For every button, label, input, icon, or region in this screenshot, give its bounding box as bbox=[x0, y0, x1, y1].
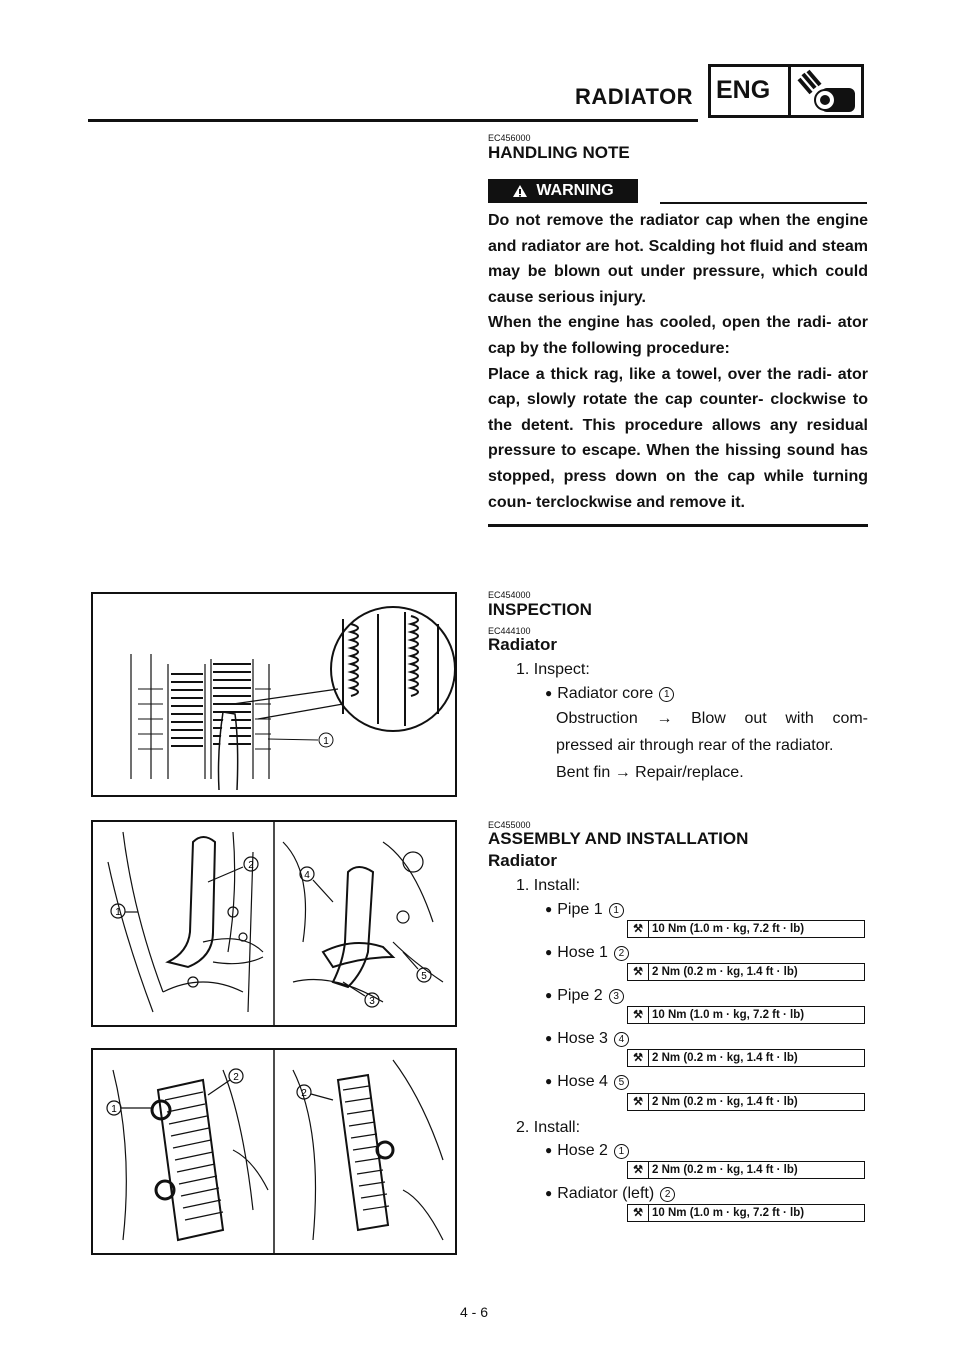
callout-number: 3 bbox=[609, 989, 624, 1004]
install-item: ● Hose 4 5 bbox=[545, 1068, 629, 1095]
handling-title: HANDLING NOTE bbox=[488, 143, 630, 162]
callout-number: 2 bbox=[614, 946, 629, 961]
section-code: EC444100 bbox=[488, 626, 531, 636]
item-label: Pipe 1 bbox=[557, 901, 603, 918]
item-label: Hose 2 bbox=[557, 1142, 608, 1159]
callout-1: 1 bbox=[115, 907, 121, 918]
figure-radiator-install bbox=[91, 1048, 457, 1255]
warning-paragraph: Place a thick rag, like a towel, over the radi- ator cap, slowly rotate the cap counter- clockwise to the detent. This procedure allows any residual pressure to escape. When the hissing sound has stopped, press down on the cap while turning coun- terclockwise and remove it. bbox=[488, 365, 868, 511]
install-item: ● Hose 2 1 bbox=[545, 1137, 629, 1164]
assembly-subtitle: Radiator bbox=[488, 851, 557, 870]
callout-5: 5 bbox=[421, 971, 427, 982]
warning-paragraph: Do not remove the radiator cap when the engine and radiator are hot. Scalding hot fluid and steam may be blown out under pressure, which could cause serious injury. bbox=[488, 212, 868, 306]
detail-line: Obstruction → Blow out with com- bbox=[556, 710, 868, 727]
item-label: Radiator core bbox=[557, 685, 654, 702]
item-label: Pipe 2 bbox=[557, 987, 603, 1004]
inspect-detail bbox=[556, 705, 868, 786]
callout-2: 2 bbox=[233, 1072, 239, 1083]
torque-value: 2 Nm (0.2 m · kg, 1.4 ft · lb) bbox=[652, 1096, 798, 1108]
inspect-item: ● Radiator core 1 bbox=[545, 680, 674, 707]
torque-wrench-icon: ⚒ bbox=[628, 1050, 649, 1066]
badge-label: ENG bbox=[716, 76, 771, 104]
inspection-subtitle: Radiator bbox=[488, 635, 557, 654]
callout-number: 1 bbox=[614, 1144, 629, 1159]
torque-wrench-icon: ⚒ bbox=[628, 1007, 649, 1023]
install-item: ● Pipe 1 1 bbox=[545, 896, 624, 923]
callout-3: 3 bbox=[369, 996, 375, 1007]
detail-line: Bent fin → Repair/replace. bbox=[556, 764, 744, 781]
callout-number: 1 bbox=[609, 903, 624, 918]
torque-value: 10 Nm (1.0 m · kg, 7.2 ft · lb) bbox=[652, 923, 805, 935]
install-item: ● Hose 3 4 bbox=[545, 1025, 629, 1052]
assembly-title: ASSEMBLY AND INSTALLATION bbox=[488, 829, 749, 848]
torque-value: 10 Nm (1.0 m · kg, 7.2 ft · lb) bbox=[652, 1009, 805, 1021]
torque-spec bbox=[627, 1204, 865, 1222]
torque-wrench-icon: ⚒ bbox=[628, 1162, 649, 1178]
callout-number: 2 bbox=[660, 1187, 675, 1202]
torque-spec bbox=[627, 1093, 865, 1111]
torque-wrench-icon: ⚒ bbox=[628, 921, 649, 937]
install-item: ● Pipe 2 3 bbox=[545, 982, 624, 1009]
pipes-hoses-illustration bbox=[93, 822, 455, 1025]
inspection-title: INSPECTION bbox=[488, 600, 592, 619]
figure-radiator-core bbox=[91, 592, 457, 797]
callout-number: 4 bbox=[614, 1032, 629, 1047]
install-item: ● Hose 1 2 bbox=[545, 939, 629, 966]
torque-spec bbox=[627, 1161, 865, 1179]
item-label: Hose 1 bbox=[557, 944, 608, 961]
torque-wrench-icon: ⚒ bbox=[628, 964, 649, 980]
header-rule bbox=[88, 119, 698, 122]
warning-rule bbox=[660, 202, 867, 204]
warning-banner bbox=[488, 179, 638, 203]
torque-spec bbox=[627, 920, 865, 938]
warning-icon bbox=[512, 184, 528, 198]
torque-value: 2 Nm (0.2 m · kg, 1.4 ft · lb) bbox=[652, 1052, 798, 1064]
torque-value: 2 Nm (0.2 m · kg, 1.4 ft · lb) bbox=[652, 966, 798, 978]
torque-value: 2 Nm (0.2 m · kg, 1.4 ft · lb) bbox=[652, 1164, 798, 1176]
torque-wrench-icon: ⚒ bbox=[628, 1205, 649, 1221]
engine-icon bbox=[795, 66, 861, 116]
torque-spec bbox=[627, 1049, 865, 1067]
detail-line: pressed air through rear of the radiator. bbox=[556, 737, 834, 754]
section-code: EC455000 bbox=[488, 820, 531, 830]
callout-1: 1 bbox=[323, 736, 329, 747]
warning-label: WARNING bbox=[536, 182, 614, 199]
badge-divider bbox=[788, 64, 791, 118]
torque-spec bbox=[627, 963, 865, 981]
radiator-install-illustration bbox=[93, 1050, 455, 1253]
item-label: Hose 3 bbox=[557, 1030, 608, 1047]
callout-2: 2 bbox=[248, 860, 254, 871]
install-step-2: 2. Install: bbox=[516, 1119, 581, 1136]
warning-paragraph: When the engine has cooled, open the radi- ator cap by the following procedure: bbox=[488, 314, 868, 357]
warning-end-rule bbox=[488, 524, 868, 527]
section-code: EC456000 bbox=[488, 133, 531, 143]
torque-wrench-icon: ⚒ bbox=[628, 1094, 649, 1110]
item-label: Radiator (left) bbox=[557, 1185, 655, 1202]
warning-text bbox=[488, 208, 868, 515]
section-code: EC454000 bbox=[488, 590, 531, 600]
callout-number: 5 bbox=[614, 1075, 629, 1090]
callout-number: 1 bbox=[659, 687, 674, 702]
page-number: 4 - 6 bbox=[460, 1304, 489, 1320]
radiator-core-illustration bbox=[93, 594, 455, 795]
item-label: Hose 4 bbox=[557, 1073, 608, 1090]
install-item: ● Radiator (left) 2 bbox=[545, 1180, 675, 1207]
figure-pipes-hoses bbox=[91, 820, 457, 1027]
torque-spec bbox=[627, 1006, 865, 1024]
callout-4: 4 bbox=[304, 870, 310, 881]
callout-2: 2 bbox=[301, 1088, 307, 1099]
torque-value: 10 Nm (1.0 m · kg, 7.2 ft · lb) bbox=[652, 1207, 805, 1219]
inspect-step: 1. Inspect: bbox=[516, 661, 590, 678]
section-title: RADIATOR bbox=[575, 84, 694, 109]
install-step-1: 1. Install: bbox=[516, 877, 581, 894]
callout-1: 1 bbox=[111, 1104, 117, 1115]
